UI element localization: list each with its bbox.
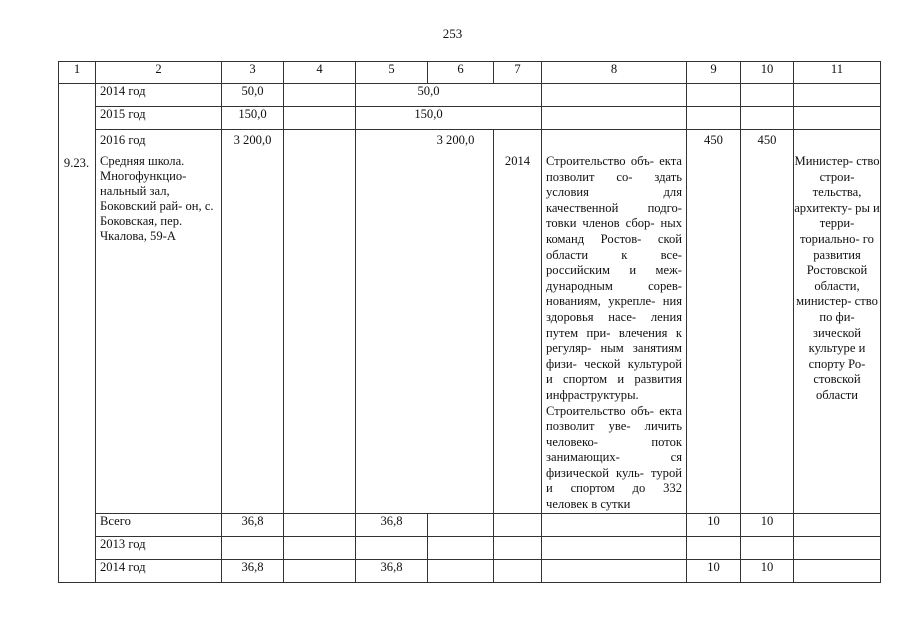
value-cell <box>687 537 741 560</box>
value-cell <box>222 537 284 560</box>
period-cell: Всего <box>96 514 222 537</box>
value-cell <box>494 560 542 583</box>
value-cell <box>494 514 542 537</box>
year-cell: 2014 <box>494 130 542 514</box>
col-header: 10 <box>741 62 794 84</box>
value-cell <box>356 537 428 560</box>
value-cell <box>741 84 794 107</box>
col-header: 8 <box>542 62 687 84</box>
value-cell: 10 <box>741 514 794 537</box>
col-header: 6 <box>428 62 494 84</box>
value-cell <box>741 537 794 560</box>
value-cell <box>284 514 356 537</box>
item-row <box>59 130 881 514</box>
executor-text: Министер- ство строи- тельства, архитекту- ры и терри- ториально- го развития Ростовской области, министер- ство по фи- зической культуре и спорту Ро- стовской области <box>794 154 880 402</box>
text-cell <box>794 84 881 107</box>
value-cell: 10 <box>687 560 741 583</box>
col-header: 11 <box>794 62 881 84</box>
text-cell <box>794 514 881 537</box>
value-cell <box>284 107 356 130</box>
value-cell: 10 <box>687 514 741 537</box>
value-cell <box>284 537 356 560</box>
col-header: 2 <box>96 62 222 84</box>
value-cell: 50,0 <box>356 84 542 107</box>
text-cell <box>794 537 881 560</box>
value-cell: 150,0 <box>222 107 284 130</box>
value-cell <box>687 107 741 130</box>
description-text: Строительство объ- екта позволит со- здать условия для качественной подго- товки членов сбор- ных команд Ростов- ской области к все- российским и меж- дународным сорев- нованиям, укрепле- ния здоровья насе- ления путем при- влечения к регуляр- ным занятиям физи- ческой культурой и спортом и развития инфраструктуры. Строительство объ- екта позволит уве- личить человеко- поток занимающих- ся физической куль- турой и спортом до 332 человек в сутки <box>546 154 682 512</box>
period-cell: 2015 год <box>96 107 222 130</box>
header-row <box>59 62 881 84</box>
col-header: 5 <box>356 62 428 84</box>
text-cell <box>542 537 687 560</box>
table-row <box>59 84 881 107</box>
value-cell: 3 200,0 <box>222 130 284 514</box>
period-cell: 2016 год <box>100 133 146 147</box>
text-cell <box>542 107 687 130</box>
col-header: 1 <box>59 62 96 84</box>
value-cell: 450 <box>741 130 794 514</box>
object-cell <box>96 130 222 514</box>
value-cell: 36,8 <box>356 514 428 537</box>
period-cell: 2014 год <box>96 560 222 583</box>
value-cell <box>284 130 356 514</box>
value-cell <box>428 560 494 583</box>
item-number: 9.23. <box>63 156 90 170</box>
value-cell <box>494 537 542 560</box>
period-cell: 2013 год <box>96 537 222 560</box>
text-cell <box>542 84 687 107</box>
text-cell <box>542 514 687 537</box>
table-row <box>59 537 881 560</box>
text-cell <box>794 560 881 583</box>
value-cell <box>428 537 494 560</box>
col-header: 9 <box>687 62 741 84</box>
table-row <box>59 514 881 537</box>
page-number: 253 <box>442 26 463 41</box>
value-cell: 36,8 <box>222 560 284 583</box>
period-cell: 2014 год <box>96 84 222 107</box>
text-cell <box>794 107 881 130</box>
value-cell <box>428 514 494 537</box>
budget-table <box>58 61 881 583</box>
text-cell <box>542 560 687 583</box>
value-cell: 3 200,0 <box>356 130 494 514</box>
col-header: 3 <box>222 62 284 84</box>
table-row <box>59 560 881 583</box>
description-cell <box>542 130 687 514</box>
value-cell: 50,0 <box>222 84 284 107</box>
value-cell: 36,8 <box>222 514 284 537</box>
value-cell <box>741 107 794 130</box>
executor-cell <box>794 130 881 514</box>
value-cell: 10 <box>741 560 794 583</box>
value-cell <box>284 84 356 107</box>
value-cell <box>284 560 356 583</box>
value-cell: 450 <box>687 130 741 514</box>
table-row <box>59 107 881 130</box>
col-header: 4 <box>284 62 356 84</box>
object-name: Средняя школа. Многофункцио- нальный зал, Боковский рай- он, с. Боковская, пер. Чкалова, 59-А <box>100 154 214 243</box>
value-cell: 150,0 <box>356 107 542 130</box>
col-header: 7 <box>494 62 542 84</box>
value-cell: 36,8 <box>356 560 428 583</box>
value-cell <box>687 84 741 107</box>
